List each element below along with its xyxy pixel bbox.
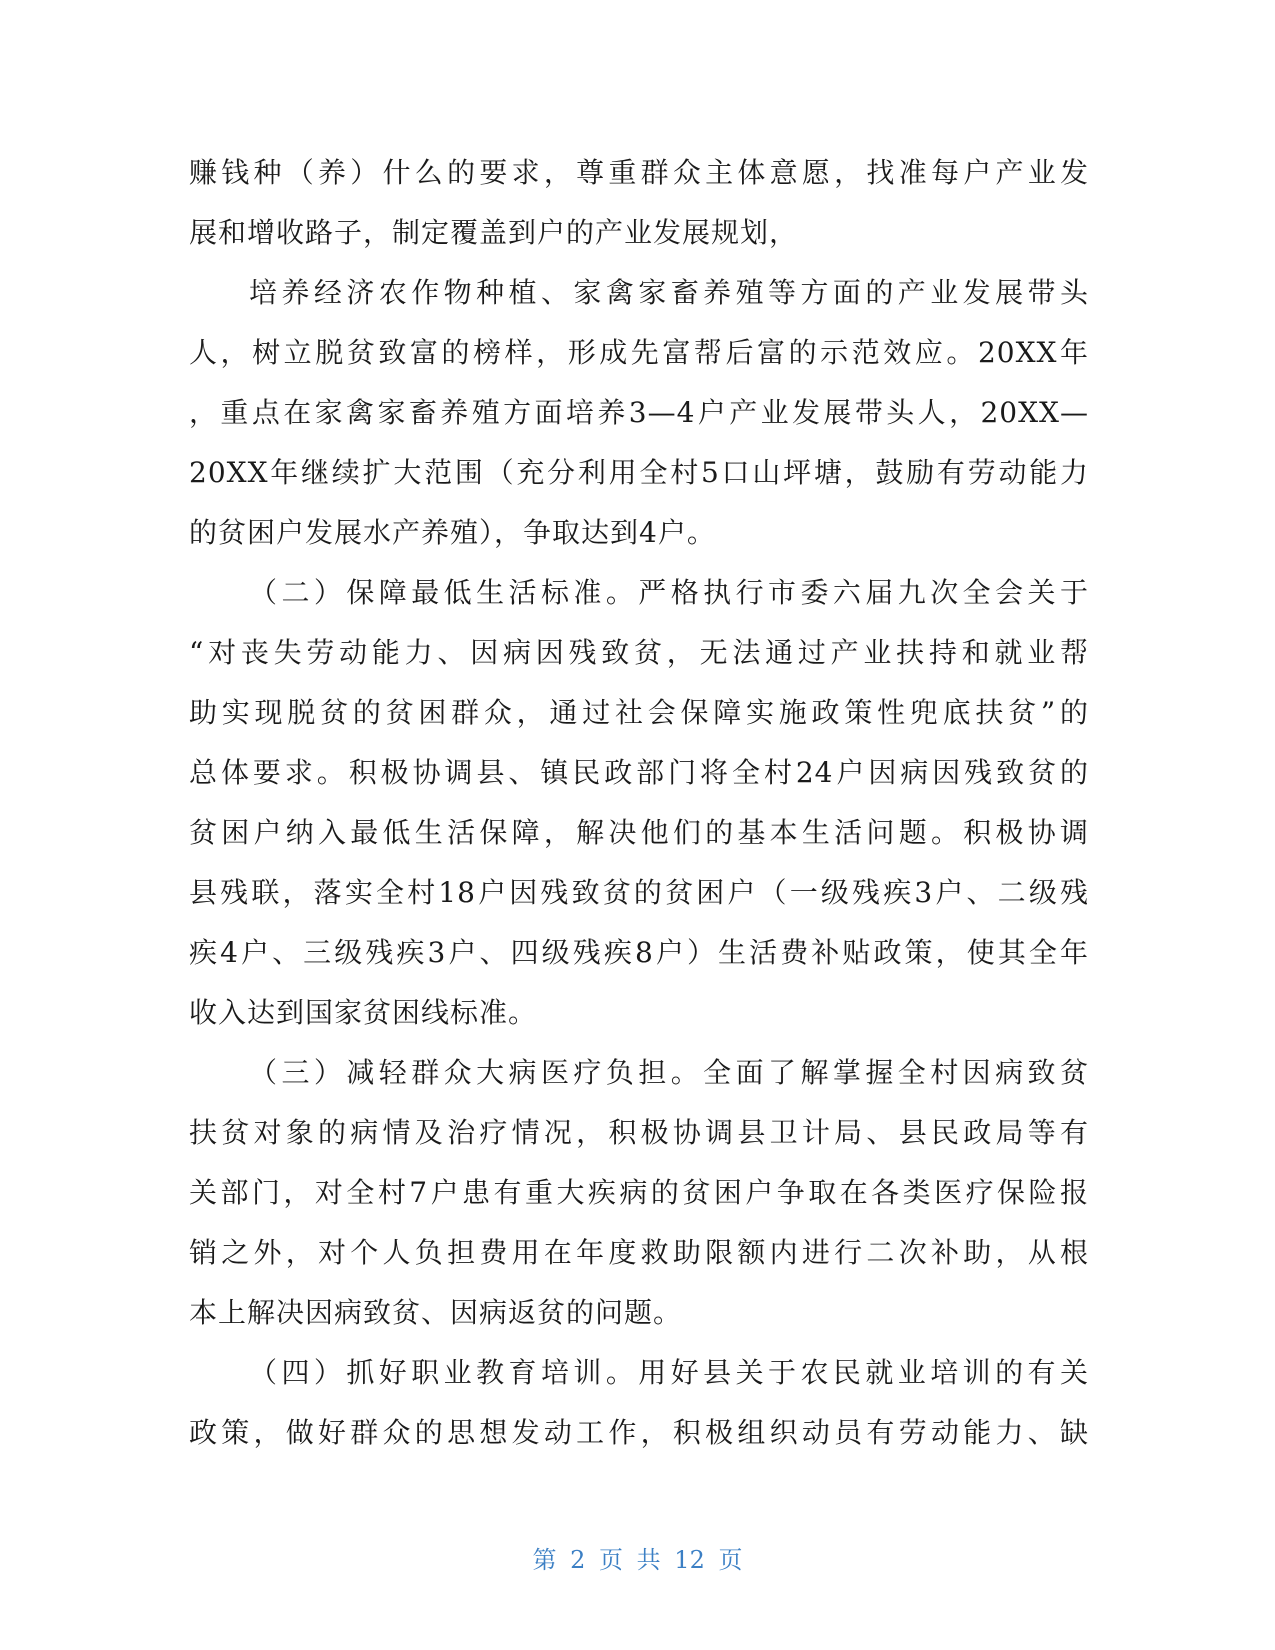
document-body bbox=[189, 143, 1089, 1463]
text-line: 扶贫对象的病情及治疗情况，积极协调县卫计局、县民政局等有 bbox=[189, 1116, 1089, 1149]
text-line: 关部门，对全村7户患有重大疾病的贫困户争取在各类医疗保险报 bbox=[189, 1176, 1089, 1209]
text-line: 总体要求。积极协调县、镇民政部门将全村24户因病因残致贫的 bbox=[189, 756, 1089, 789]
text-line: 政策，做好群众的思想发动工作，积极组织动员有劳动能力、缺 bbox=[189, 1416, 1089, 1449]
text-line: 的贫困户发展水产养殖），争取达到4户。 bbox=[189, 516, 716, 549]
page-number-footer: 第 2 页 共 12 页 bbox=[532, 1546, 743, 1574]
text-line: 贫困户纳入最低生活保障，解决他们的基本生活问题。积极协调 bbox=[189, 816, 1089, 849]
text-line: 助实现脱贫的贫困群众，通过社会保障实施政策性兜底扶贫”的 bbox=[189, 696, 1089, 729]
text-line: （二）保障最低生活标准。严格执行市委六届九次全会关于 bbox=[249, 576, 1089, 609]
text-line: 人，树立脱贫致富的榜样，形成先富帮后富的示范效应。20XX年 bbox=[189, 336, 1089, 369]
text-line: 赚钱种（养）什么的要求，尊重群众主体意愿，找准每户产业发 bbox=[189, 156, 1089, 189]
text-line: 疾4户、三级残疾3户、四级残疾8户）生活费补贴政策，使其全年 bbox=[189, 936, 1089, 969]
text-line: （三）减轻群众大病医疗负担。全面了解掌握全村因病致贫 bbox=[249, 1056, 1089, 1089]
text-line: 20XX年继续扩大范围（充分利用全村5口山坪塘，鼓励有劳动能力 bbox=[189, 456, 1089, 489]
text-line: 展和增收路子，制定覆盖到户的产业发展规划， bbox=[189, 216, 799, 249]
text-line: “对丧失劳动能力、因病因残致贫，无法通过产业扶持和就业帮 bbox=[189, 636, 1089, 669]
text-line: 县残联，落实全村18户因残致贫的贫困户（一级残疾3户、二级残 bbox=[189, 876, 1089, 909]
text-line: 销之外，对个人负担费用在年度救助限额内进行二次补助，从根 bbox=[189, 1236, 1089, 1269]
text-line: 本上解决因病致贫、因病返贫的问题。 bbox=[189, 1296, 683, 1329]
text-line: 培养经济农作物种植、家禽家畜养殖等方面的产业发展带头 bbox=[249, 276, 1089, 309]
text-line: （四）抓好职业教育培训。用好县关于农民就业培训的有关 bbox=[249, 1356, 1089, 1389]
text-line: ，重点在家禽家畜养殖方面培养3—4户产业发展带头人，20XX— bbox=[189, 396, 1089, 429]
text-line: 收入达到国家贫困线标准。 bbox=[189, 996, 538, 1029]
